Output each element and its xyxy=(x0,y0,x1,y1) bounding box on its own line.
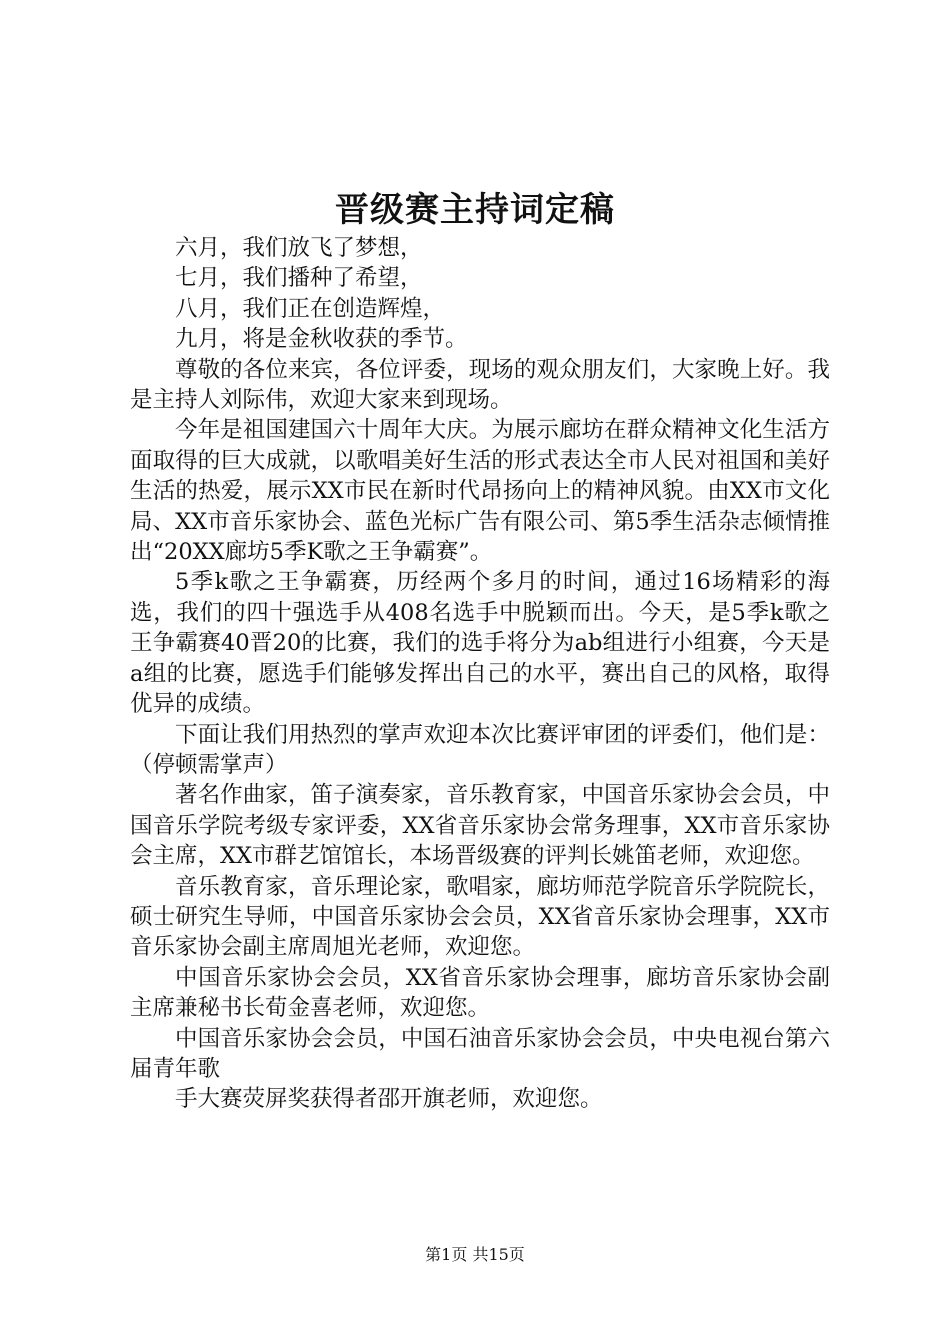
paragraph: 5季k歌之王争霸赛，历经两个多月的时间，通过16场精彩的海选，我们的四十强选手从408名选手中脱颖而出。今天，是5季k歌之王争霸赛40晋20的比赛，我们的选手将分为ab组进行小组赛，今天是a组的比赛，愿选手们能够发挥出自己的水平，赛出自己的风格，取得优异的成绩。 xyxy=(130,569,830,718)
paragraph: 七月，我们播种了希望， xyxy=(175,265,423,292)
paragraph: 今年是祖国建国六十周年大庆。为展示廊坊在群众精神文化生活方面取得的巨大成就，以歌唱美好生活的形式表达全市人民对祖国和美好生活的热爱，展示XX市民在新时代昂扬向上的精神风貌。由XX市文化局、XX市音乐家协会、蓝色光标广告有限公司、第5季生活杂志倾情推出“20XX廊坊5季K歌之王争霸赛”。 xyxy=(130,417,830,566)
paragraph: 下面让我们用热烈的掌声欢迎本次比赛评审团的评委们，他们是：（停顿需掌声） xyxy=(130,721,830,778)
paragraph: 音乐教育家，音乐理论家，歌唱家，廊坊师范学院音乐学院院长，硕士研究生导师，中国音乐家协会会员，XX省音乐家协会理事，XX市音乐家协会副主席周旭光老师，欢迎您。 xyxy=(130,873,830,961)
paragraph: 八月，我们正在创造辉煌， xyxy=(175,295,446,322)
paragraph: 手大赛荧屏奖获得者邵开旗老师，欢迎您。 xyxy=(175,1086,603,1113)
paragraph: 中国音乐家协会会员，中国石油音乐家协会会员，中央电视台第六届青年歌 xyxy=(130,1025,830,1082)
paragraph: 九月，将是金秋收获的季节。 xyxy=(175,326,468,353)
page-number-footer: 第1页 共15页 xyxy=(425,1245,525,1264)
document-title: 晋级赛主持词定稿 xyxy=(335,190,615,230)
paragraph: 六月，我们放飞了梦想， xyxy=(175,235,423,261)
paragraph: 著名作曲家，笛子演奏家，音乐教育家，中国音乐家协会会员，中国音乐学院考级专家评委，XX省音乐家协会常务理事，XX市音乐家协会主席，XX市群艺馆馆长，本场晋级赛的评判长姚笛老师，欢迎您。 xyxy=(130,782,830,870)
paragraph: 中国音乐家协会会员，XX省音乐家协会理事，廊坊音乐家协会副主席兼秘书长荀金喜老师，欢迎您。 xyxy=(130,964,830,1022)
document-body xyxy=(130,233,830,1115)
paragraph: 尊敬的各位来宾，各位评委，现场的观众朋友们，大家晚上好。我是主持人刘际伟，欢迎大家来到现场。 xyxy=(130,356,830,414)
